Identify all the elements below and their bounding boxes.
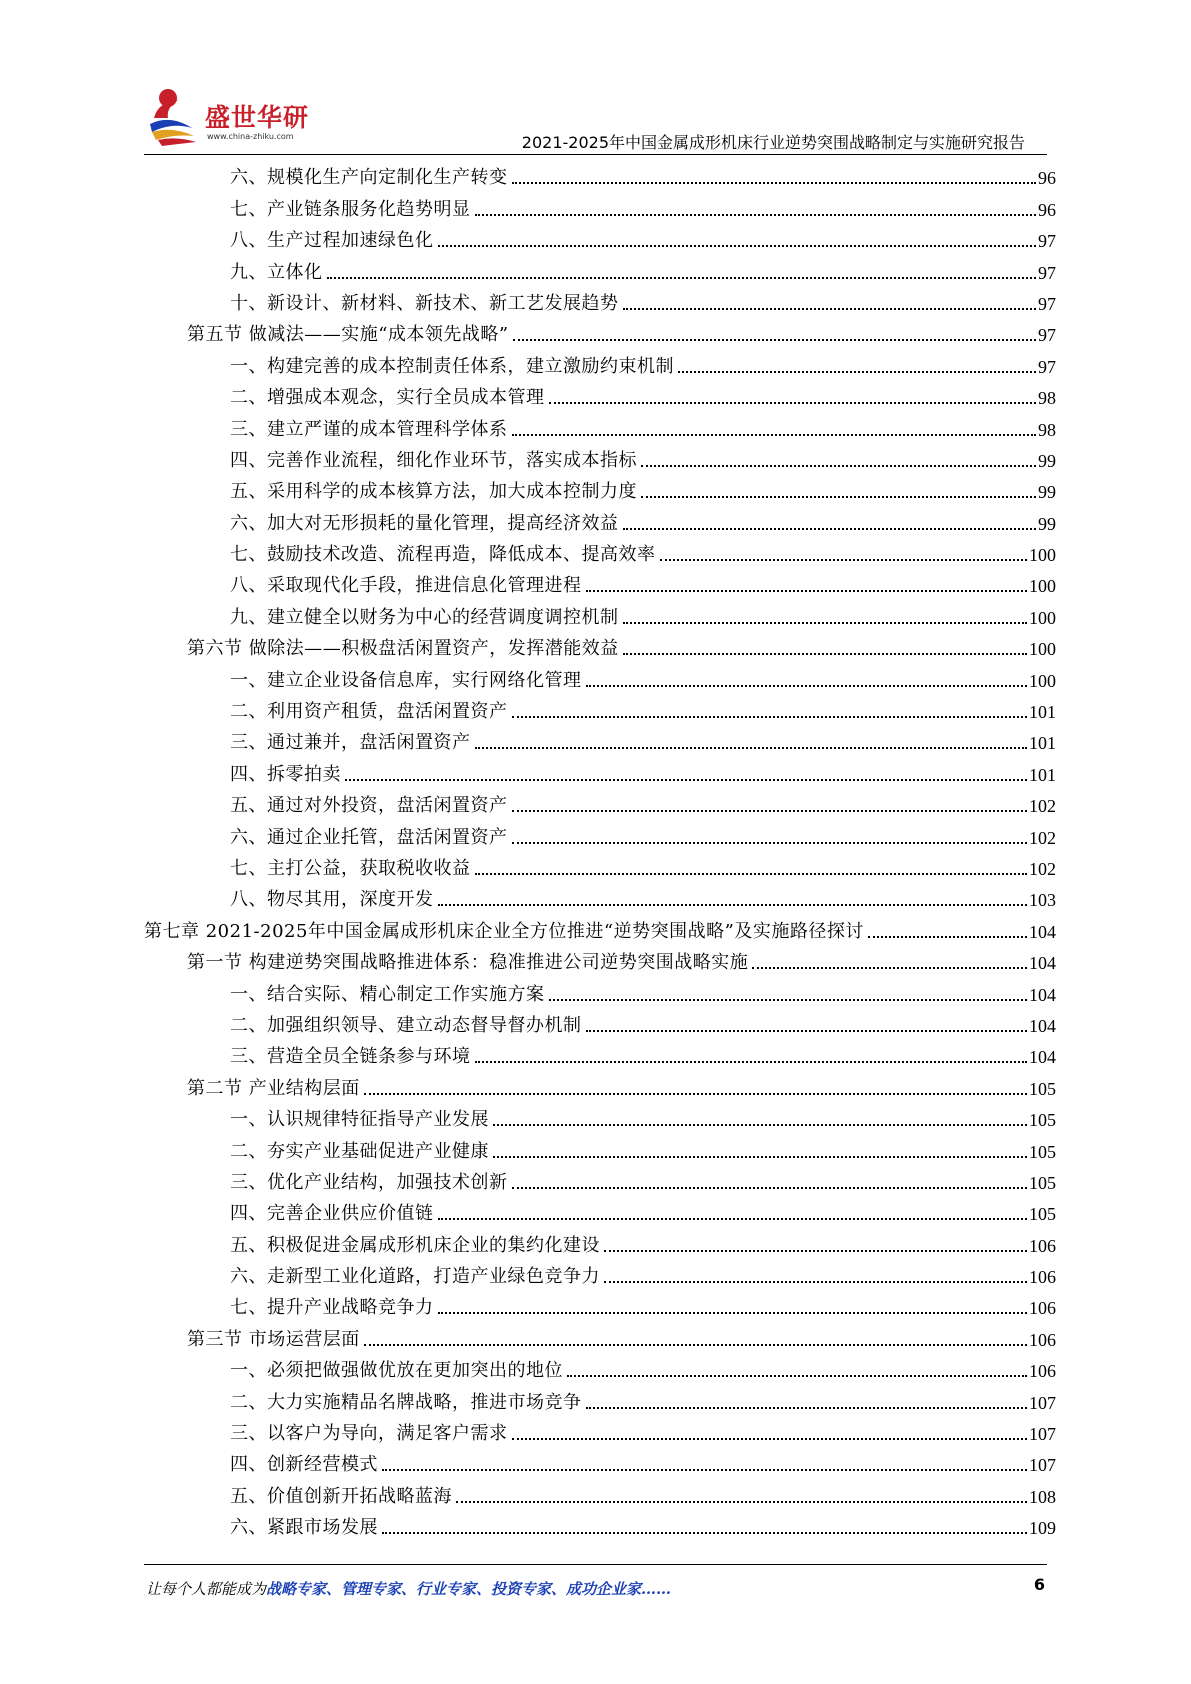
logo-website-url: www.china-zhiku.com: [207, 132, 294, 141]
logo-company-name: 盛世华研: [205, 103, 310, 132]
footer-slogan-prefix: 让每个人都能成为: [146, 1580, 267, 1598]
toc-dot-leader: [623, 308, 1037, 310]
toc-dot-leader: [438, 245, 1037, 247]
toc-entry[interactable]: [144, 347, 1056, 378]
toc-entry-label: 四、创新经营模式: [230, 1454, 378, 1476]
toc-entry-page: 97: [1038, 325, 1056, 346]
toc-entry-page: 101: [1029, 764, 1056, 785]
toc-entry[interactable]: [144, 1258, 1056, 1289]
toc-entry-label: 二、增强成本观念，实行全员成本管理: [230, 387, 545, 409]
toc-entry[interactable]: [144, 253, 1056, 284]
toc-dot-leader: [382, 1532, 1027, 1534]
toc-entry-page: 100: [1029, 639, 1056, 660]
toc-entry-page: 101: [1029, 733, 1056, 754]
toc-dot-leader: [567, 1375, 1027, 1377]
toc-entry-page: 100: [1029, 545, 1056, 566]
toc-dot-leader: [586, 1407, 1028, 1409]
toc-entry[interactable]: [144, 190, 1056, 221]
toc-entry-page: 102: [1029, 796, 1056, 817]
toc-entry[interactable]: [144, 1069, 1056, 1100]
toc-entry-label: 八、物尽其用，深度开发: [230, 889, 434, 911]
toc-dot-leader: [660, 559, 1028, 561]
toc-entry[interactable]: [144, 724, 1056, 755]
toc-entry-page: 97: [1038, 231, 1056, 252]
toc-entry[interactable]: [144, 975, 1056, 1006]
toc-dot-leader: [438, 904, 1028, 906]
toc-entry[interactable]: [144, 661, 1056, 692]
toc-entry[interactable]: [144, 850, 1056, 881]
toc-entry-page: 97: [1038, 356, 1056, 377]
toc-entry-page: 97: [1038, 262, 1056, 283]
toc-entry[interactable]: [144, 1164, 1056, 1195]
toc-entry[interactable]: [144, 1289, 1056, 1320]
toc-dot-leader: [512, 1187, 1028, 1189]
toc-dot-leader: [623, 528, 1037, 530]
toc-entry-page: 104: [1029, 984, 1056, 1005]
toc-entry-label: 三、通过兼并，盘活闲置资产: [230, 732, 471, 754]
toc-entry-page: 104: [1029, 953, 1056, 974]
toc-entry-label: 第五节 做减法——实施“成本领先战略”: [187, 324, 509, 346]
toc-entry-page: 103: [1029, 890, 1056, 911]
toc-dot-leader: [549, 999, 1028, 1001]
toc-entry-page: 104: [1029, 921, 1056, 942]
toc-entry-label: 九、建立健全以财务为中心的经营调度调控机制: [230, 606, 619, 628]
toc-entry[interactable]: [144, 912, 1056, 943]
toc-entry-label: 九、立体化: [230, 261, 323, 283]
toc-entry[interactable]: [144, 567, 1056, 598]
toc-entry-page: 100: [1029, 576, 1056, 597]
toc-entry-page: 96: [1038, 168, 1056, 189]
toc-dot-leader: [475, 1061, 1028, 1063]
toc-entry-page: 97: [1038, 293, 1056, 314]
toc-entry-label: 三、优化产业结构，加强技术创新: [230, 1171, 508, 1193]
toc-dot-leader: [549, 402, 1037, 404]
toc-entry[interactable]: [144, 159, 1056, 190]
toc-entry-label: 三、以客户为导向，满足客户需求: [230, 1423, 508, 1445]
toc-entry-label: 五、通过对外投资，盘活闲置资产: [230, 795, 508, 817]
toc-dot-leader: [604, 1250, 1027, 1252]
toc-entry[interactable]: [144, 1132, 1056, 1163]
toc-dot-leader: [493, 1124, 1027, 1126]
toc-entry[interactable]: [144, 222, 1056, 253]
toc-entry-page: 106: [1029, 1298, 1056, 1319]
toc-entry-label: 八、采取现代化手段，推进信息化管理进程: [230, 575, 582, 597]
toc-entry-page: 109: [1029, 1518, 1056, 1539]
footer-slogan-highlight: 战略专家、管理专家、行业专家、投资专家、成功企业家……: [266, 1580, 672, 1598]
toc-dot-leader: [623, 622, 1028, 624]
toc-entry-label: 六、走新型工业化道路，打造产业绿色竞争力: [230, 1266, 600, 1288]
report-title: 2021-2025年中国金属成形机床行业逆势突围战略制定与实施研究报告: [521, 133, 1025, 152]
toc-entry-page: 100: [1029, 607, 1056, 628]
toc-dot-leader: [513, 339, 1036, 341]
toc-entry-label: 第六节 做除法——积极盘活闲置资产，发挥潜能效益: [187, 638, 619, 660]
toc-entry[interactable]: [144, 1383, 1056, 1414]
toc-dot-leader: [623, 653, 1027, 655]
toc-entry[interactable]: [144, 473, 1056, 504]
toc-entry[interactable]: [144, 1509, 1056, 1540]
toc-dot-leader: [752, 967, 1027, 969]
toc-entry[interactable]: [144, 442, 1056, 473]
toc-entry-label: 六、规模化生产向定制化生产转变: [230, 167, 508, 189]
toc-dot-leader: [364, 1344, 1027, 1346]
toc-dot-leader: [512, 716, 1028, 718]
toc-entry-page: 105: [1029, 1141, 1056, 1162]
toc-entry-label: 一、结合实际、精心制定工作实施方案: [230, 983, 545, 1005]
toc-entry[interactable]: [144, 1101, 1056, 1132]
toc-entry-label: 三、建立严谨的成本管理科学体系: [230, 418, 508, 440]
toc-dot-leader: [512, 1438, 1028, 1440]
toc-dot-leader: [345, 779, 1027, 781]
toc-entry-label: 七、产业链条服务化趋势明显: [230, 198, 471, 220]
toc-entry-label: 四、拆零拍卖: [230, 763, 341, 785]
toc-entry-label: 一、构建完善的成本控制责任体系，建立激励约束机制: [230, 355, 674, 377]
toc-entry[interactable]: [144, 881, 1056, 912]
toc-entry-page: 104: [1029, 1015, 1056, 1036]
toc-entry-label: 二、加强组织领导、建立动态督导督办机制: [230, 1014, 582, 1036]
toc-dot-leader: [586, 685, 1028, 687]
toc-dot-leader: [678, 371, 1036, 373]
toc-dot-leader: [364, 1093, 1027, 1095]
toc-entry[interactable]: [144, 630, 1056, 661]
toc-entry[interactable]: [144, 316, 1056, 347]
toc-dot-leader: [456, 1501, 1027, 1503]
toc-entry-label: 七、主打公益，获取税收收益: [230, 857, 471, 879]
toc-entry-page: 106: [1029, 1267, 1056, 1288]
toc-dot-leader: [493, 1156, 1027, 1158]
toc-entry-label: 一、认识规律特征指导产业发展: [230, 1109, 489, 1131]
toc-dot-leader: [512, 182, 1037, 184]
toc-entry-page: 104: [1029, 1047, 1056, 1068]
toc-entry-page: 99: [1038, 450, 1056, 471]
toc-entry-label: 二、利用资产租赁，盘活闲置资产: [230, 701, 508, 723]
toc-dot-leader: [586, 590, 1028, 592]
toc-entry-page: 107: [1029, 1392, 1056, 1413]
toc-entry-label: 七、鼓励技术改造、流程再造，降低成本、提高效率: [230, 544, 656, 566]
toc-entry[interactable]: [144, 598, 1056, 629]
toc-entry[interactable]: [144, 787, 1056, 818]
toc-entry-label: 一、建立企业设备信息库，实行网络化管理: [230, 669, 582, 691]
toc-entry-page: 102: [1029, 858, 1056, 879]
toc-dot-leader: [512, 810, 1028, 812]
toc-entry-label: 第三节 市场运营层面: [187, 1328, 360, 1350]
toc-dot-leader: [475, 873, 1028, 875]
toc-entry-page: 99: [1038, 482, 1056, 503]
toc-entry-page: 100: [1029, 670, 1056, 691]
toc-entry-page: 98: [1038, 388, 1056, 409]
toc-dot-leader: [512, 842, 1028, 844]
toc-entry-label: 五、积极促进金属成形机床企业的集约化建设: [230, 1234, 600, 1256]
footer-divider: [144, 1564, 1047, 1565]
toc-dot-leader: [604, 1281, 1027, 1283]
toc-entry-label: 六、紧跟市场发展: [230, 1517, 378, 1539]
toc-entry-page: 108: [1029, 1486, 1056, 1507]
page-number: 6: [1033, 1575, 1045, 1594]
toc-entry[interactable]: [144, 504, 1056, 535]
toc-dot-leader: [641, 465, 1036, 467]
toc-dot-leader: [868, 936, 1027, 938]
toc-dot-leader: [641, 496, 1036, 498]
toc-entry-page: 96: [1038, 199, 1056, 220]
toc-entry-label: 三、营造全员全链条参与环境: [230, 1046, 471, 1068]
toc-entry-label: 十、新设计、新材料、新技术、新工艺发展趋势: [230, 292, 619, 314]
toc-dot-leader: [586, 1030, 1028, 1032]
toc-entry[interactable]: [144, 410, 1056, 441]
toc-entry-label: 一、必须把做强做优放在更加突出的地位: [230, 1360, 563, 1382]
toc-entry[interactable]: [144, 1446, 1056, 1477]
toc-dot-leader: [475, 747, 1028, 749]
toc-entry-label: 四、完善企业供应价值链: [230, 1203, 434, 1225]
toc-entry-page: 105: [1029, 1204, 1056, 1225]
toc-entry-label: 六、加大对无形损耗的量化管理，提高经济效益: [230, 512, 619, 534]
toc-entry[interactable]: [144, 1007, 1056, 1038]
toc-dot-leader: [438, 1218, 1028, 1220]
toc-entry-label: 五、采用科学的成本核算方法，加大成本控制力度: [230, 481, 637, 503]
toc-dot-leader: [382, 1469, 1027, 1471]
toc-entry[interactable]: [144, 1415, 1056, 1446]
toc-entry[interactable]: [144, 536, 1056, 567]
toc-dot-leader: [327, 277, 1037, 279]
toc-entry-label: 第二节 产业结构层面: [187, 1077, 360, 1099]
toc-entry-label: 二、大力实施精品名牌战略，推进市场竞争: [230, 1391, 582, 1413]
toc-entry-page: 106: [1029, 1361, 1056, 1382]
toc-entry[interactable]: [144, 1352, 1056, 1383]
toc-entry-label: 第七章 2021-2025年中国金属成形机床企业全方位推进“逆势突围战略”及实施路径探讨: [144, 920, 864, 942]
toc-entry[interactable]: [144, 1038, 1056, 1069]
table-of-contents: [144, 159, 1056, 1540]
toc-entry[interactable]: [144, 285, 1056, 316]
toc-entry-label: 八、生产过程加速绿色化: [230, 230, 434, 252]
toc-entry[interactable]: [144, 818, 1056, 849]
toc-entry[interactable]: [144, 693, 1056, 724]
toc-entry-page: 99: [1038, 513, 1056, 534]
toc-entry[interactable]: [144, 755, 1056, 786]
toc-entry[interactable]: [144, 1477, 1056, 1508]
toc-entry-page: 98: [1038, 419, 1056, 440]
toc-entry-label: 二、夯实产业基础促进产业健康: [230, 1140, 489, 1162]
toc-dot-leader: [512, 434, 1037, 436]
toc-entry-page: 105: [1029, 1172, 1056, 1193]
toc-entry-page: 101: [1029, 702, 1056, 723]
toc-entry-page: 102: [1029, 827, 1056, 848]
toc-entry[interactable]: [144, 379, 1056, 410]
toc-entry-page: 107: [1029, 1424, 1056, 1445]
toc-entry-label: 五、价值创新开拓战略蓝海: [230, 1485, 452, 1507]
toc-entry[interactable]: [144, 1195, 1056, 1226]
toc-entry-label: 七、提升产业战略竞争力: [230, 1297, 434, 1319]
toc-entry-page: 107: [1029, 1455, 1056, 1476]
header-divider: [144, 154, 1047, 155]
toc-entry-page: 105: [1029, 1110, 1056, 1131]
toc-entry-page: 106: [1029, 1235, 1056, 1256]
toc-entry[interactable]: [144, 1226, 1056, 1257]
toc-entry-label: 第一节 构建逆势突围战略推进体系：稳准推进公司逆势突围战略实施: [187, 952, 749, 974]
toc-entry[interactable]: [144, 1320, 1056, 1351]
toc-entry-label: 六、通过企业托管，盘活闲置资产: [230, 826, 508, 848]
toc-dot-leader: [438, 1312, 1028, 1314]
toc-dot-leader: [475, 214, 1037, 216]
toc-entry-label: 四、完善作业流程，细化作业环节，落实成本指标: [230, 449, 637, 471]
footer-slogan: [146, 1578, 671, 1599]
toc-entry[interactable]: [144, 944, 1056, 975]
toc-entry-page: 105: [1029, 1078, 1056, 1099]
toc-entry-page: 106: [1029, 1329, 1056, 1350]
